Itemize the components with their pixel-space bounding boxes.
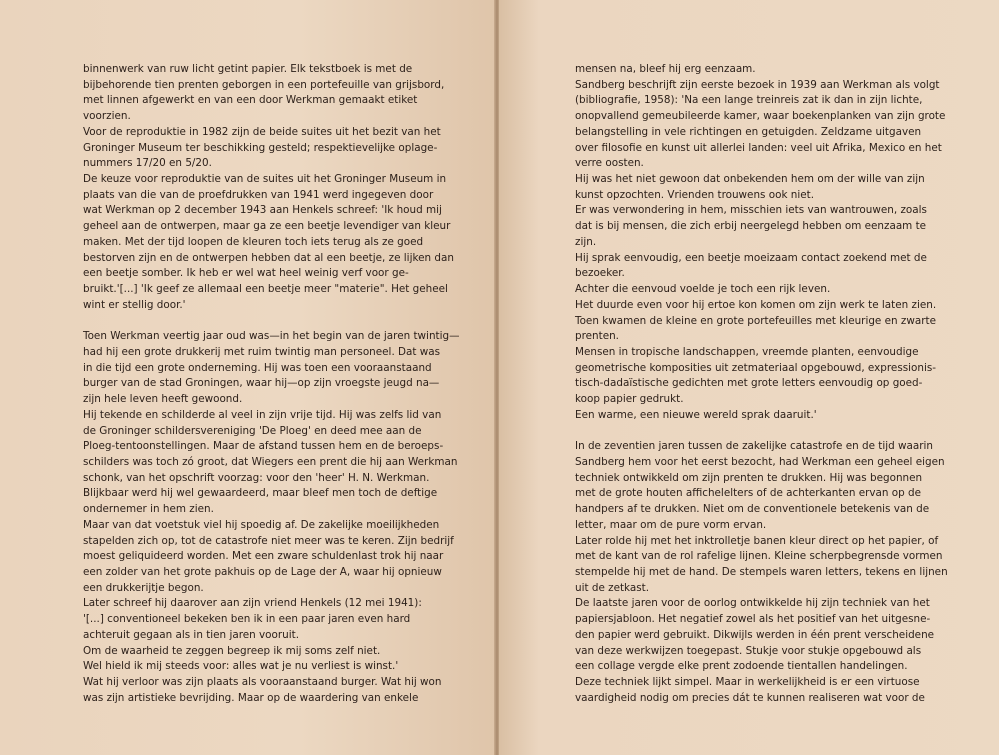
- text-line: vaardigheid nodig om precies dát te kunnen realiseren wat voor de: [575, 691, 925, 704]
- text-line: Om de waarheid te zeggen begreep ik mij soms zelf niet.: [83, 644, 381, 657]
- text-line: geometrische komposities uit zetmateriaal opgebouwd, expressionis-: [575, 361, 937, 374]
- text-line: letter, maar om de pure vorm ervan.: [575, 518, 767, 531]
- text-line: Voor de reproduktie in 1982 zijn de beide suites uit het bezit van het: [83, 125, 441, 138]
- text-line: Ploeg-tentoonstellingen. Maar de afstand tussen hem en de beroeps-: [83, 440, 444, 453]
- text-line: Hij tekende en schilderde al veel in zijn vrije tijd. Hij was zelfs lid van: [83, 408, 442, 421]
- text-line: van deze werkwijzen toegepast. Stukje voor stukje opgebouwd als: [575, 644, 922, 657]
- text-line: met de kant van de rol rafelige lijnen. Kleine scherpbegrensde vormen: [575, 550, 943, 563]
- text-line: Mensen in tropische landschappen, vreemde planten, eenvoudige: [575, 345, 919, 358]
- text-line: bijbehorende tien prenten geborgen in een portefeuille van grijsbord,: [83, 78, 445, 91]
- text-line: wint er stellig door.': [83, 298, 186, 311]
- text-line: mensen na, bleef hij erg eenzaam.: [575, 63, 756, 75]
- text-line: koop papier gedrukt.: [575, 393, 684, 406]
- text-line: een collage vergde elke prent zodoende tientallen handelingen.: [575, 660, 908, 673]
- text-line: prenten.: [575, 330, 619, 343]
- right-page: [499, 0, 999, 755]
- text-line: Sandberg hem voor het eerst bezocht, had Werkman een geheel eigen: [575, 455, 945, 468]
- text-line: De laatste jaren voor de oorlog ontwikkelde hij zijn techniek van het: [575, 597, 930, 610]
- text-line: ondernemer in hem zien.: [83, 503, 214, 516]
- right-text-column: [575, 62, 948, 706]
- text-line: (bibliografie, 1958): 'Na een lange treinreis zat ik dan in zijn lichte,: [575, 94, 923, 107]
- text-line: onopvallend gemeubileerde kamer, waar boekenplanken van zijn grote: [575, 110, 946, 123]
- text-line: bruikt.'[...] 'Ik geef ze allemaal een beetje meer "materie". Het geheel: [83, 283, 448, 296]
- text-line: bestorven zijn en de ontwerpen hebben dat al een beetje, ze lijken dan: [83, 251, 454, 264]
- text-line: In de zeventien jaren tussen de zakelijke catastrofe en de tijd waarin: [575, 440, 934, 453]
- text-line: zijn.: [575, 235, 597, 248]
- text-line: tisch-dadaïstische gedichten met grote letters eenvoudig op goed-: [575, 377, 923, 390]
- text-line: een beetje somber. Ik heb er wel wat heel weinig verf voor ge-: [83, 267, 409, 280]
- text-line: '[...] conventioneel bekeken ben ik in een paar jaren even hard: [83, 613, 411, 626]
- text-line: bezoeker.: [575, 267, 625, 280]
- text-line: nummers 17/20 en 5/20.: [83, 157, 212, 170]
- text-line: Hij sprak eenvoudig, een beetje moeizaam contact zoekend met de: [575, 251, 927, 264]
- text-line: Hij was het niet gewoon dat onbekenden hem om der wille van zijn: [575, 173, 925, 186]
- text-line: kunst opzochten. Vrienden trouwens ook niet.: [575, 188, 815, 201]
- text-line: Toen Werkman veertig jaar oud was—in het begin van de jaren twintig—: [83, 330, 460, 343]
- text-line: Het duurde even voor hij ertoe kon komen om zijn werk te laten zien.: [575, 298, 937, 311]
- text-line: Maar van dat voetstuk viel hij spoedig af. De zakelijke moeilijkheden: [83, 518, 440, 531]
- text-line: schilders was toch zó groot, dat Wiegers een prent die hij aan Werkman: [83, 455, 458, 468]
- left-page: [0, 0, 496, 755]
- text-line: een drukkerijtje begon.: [83, 581, 204, 594]
- text-line: verre oosten.: [575, 157, 644, 170]
- text-line: in die tijd een grote onderneming. Hij was toen een vooraanstaand: [83, 361, 432, 374]
- text-line: Toen kwamen de kleine en grote portefeuilles met kleurige en zwarte: [575, 314, 936, 327]
- text-line: stapelden zich op, tot de catastrofe niet meer was te keren. Zijn bedrijf: [83, 534, 454, 547]
- text-line: met linnen afgewerkt en van een door Werkman gemaakt etiket: [83, 94, 418, 107]
- text-line: Achter die eenvoud voelde je toch een rijk leven.: [575, 283, 831, 296]
- text-line: Later schreef hij daarover aan zijn vriend Henkels (12 mei 1941):: [83, 597, 422, 610]
- text-line: was zijn artistieke bevrijding. Maar op de waardering van enkele: [83, 691, 419, 704]
- text-line: burger van de stad Groningen, waar hij—op zijn vroegste jeugd na—: [83, 377, 440, 390]
- text-line: De keuze voor reproduktie van de suites uit het Groninger Museum in: [83, 173, 447, 186]
- text-line: Wel hield ik mij steeds voor: alles wat je nu verliest is winst.': [83, 660, 399, 673]
- text-line: voorzien.: [83, 110, 131, 123]
- left-text-column: [83, 62, 459, 706]
- text-line: had hij een grote drukkerij met ruim twintig man personeel. Dat was: [83, 345, 441, 358]
- text-line: stempelde hij met de hand. De stempels waren letters, tekens en lijnen: [575, 566, 948, 578]
- text-line: achteruit gegaan als in tien jaren vooruit.: [83, 628, 300, 641]
- text-line: een zolder van het grote pakhuis op de Lage der A, waar hij opnieuw: [83, 566, 442, 578]
- text-line: moest geliquideerd worden. Met een zware schuldenlast trok hij naar: [83, 550, 444, 563]
- text-line: handpers af te drukken. Niet om de conventionele betekenis van de: [575, 503, 930, 516]
- text-line: wat Werkman op 2 december 1943 aan Henkels schreef: 'Ik houd mij: [83, 204, 442, 217]
- text-line: over filosofie en kunst uit allerlei landen: veel uit Afrika, Mexico en het: [575, 141, 942, 154]
- text-line: Sandberg beschrijft zijn eerste bezoek in 1939 aan Werkman als volgt: [575, 78, 940, 91]
- text-line: Er was verwondering in hem, misschien iets van wantrouwen, zoals: [575, 204, 927, 217]
- text-line: Deze techniek lijkt simpel. Maar in werkelijkheid is er een virtuose: [575, 676, 920, 689]
- paragraph-gap: [575, 424, 948, 440]
- text-line: den papier werd gebruikt. Dikwijls werden in één prent verscheidene: [575, 628, 935, 641]
- text-line: uit de zetkast.: [575, 581, 650, 594]
- text-line: dat is bij mensen, die zich erbij neergelegd hebben om eenzaam te: [575, 220, 927, 233]
- text-line: Blijkbaar werd hij wel gewaardeerd, maar bleef men toch de deftige: [83, 487, 438, 500]
- text-line: techniek ontwikkeld om zijn prenten te drukken. Hij was begonnen: [575, 471, 923, 484]
- text-line: de Groninger schildersvereniging 'De Ploeg' en deed mee aan de: [83, 424, 422, 437]
- text-line: Later rolde hij met het inktrolletje banen kleur direct op het papier, of: [575, 534, 939, 547]
- text-line: Wat hij verloor was zijn plaats als vooraanstaand burger. Wat hij won: [83, 676, 442, 689]
- text-line: zijn hele leven heeft gewoond.: [83, 393, 243, 406]
- text-line: plaats van die van de proefdrukken van 1941 werd ingegeven door: [83, 188, 434, 201]
- text-line: papiersjabloon. Het negatief zowel als het positief van het uitgesne-: [575, 613, 931, 626]
- text-line: geheel aan de ontwerpen, maar ga ze een beetje levendiger van kleur: [83, 220, 451, 233]
- text-line: met de grote houten affichelelters of de achterkanten ervan op de: [575, 487, 922, 500]
- text-line: Groninger Museum ter beschikking gesteld; respektievelijke oplage-: [83, 141, 438, 154]
- text-line: belangstelling in vele richtingen en getuigden. Zeldzame uitgaven: [575, 125, 922, 138]
- paragraph-gap: [83, 314, 459, 330]
- text-line: Een warme, een nieuwe wereld sprak daaruit.': [575, 408, 817, 421]
- text-line: binnenwerk van ruw licht getint papier. Elk tekstboek is met de: [83, 63, 413, 75]
- text-line: maken. Met der tijd loopen de kleuren toch iets terug als ze goed: [83, 235, 424, 248]
- text-line: schonk, van het opschrift voorzag: voor den 'heer' H. N. Werkman.: [83, 471, 430, 484]
